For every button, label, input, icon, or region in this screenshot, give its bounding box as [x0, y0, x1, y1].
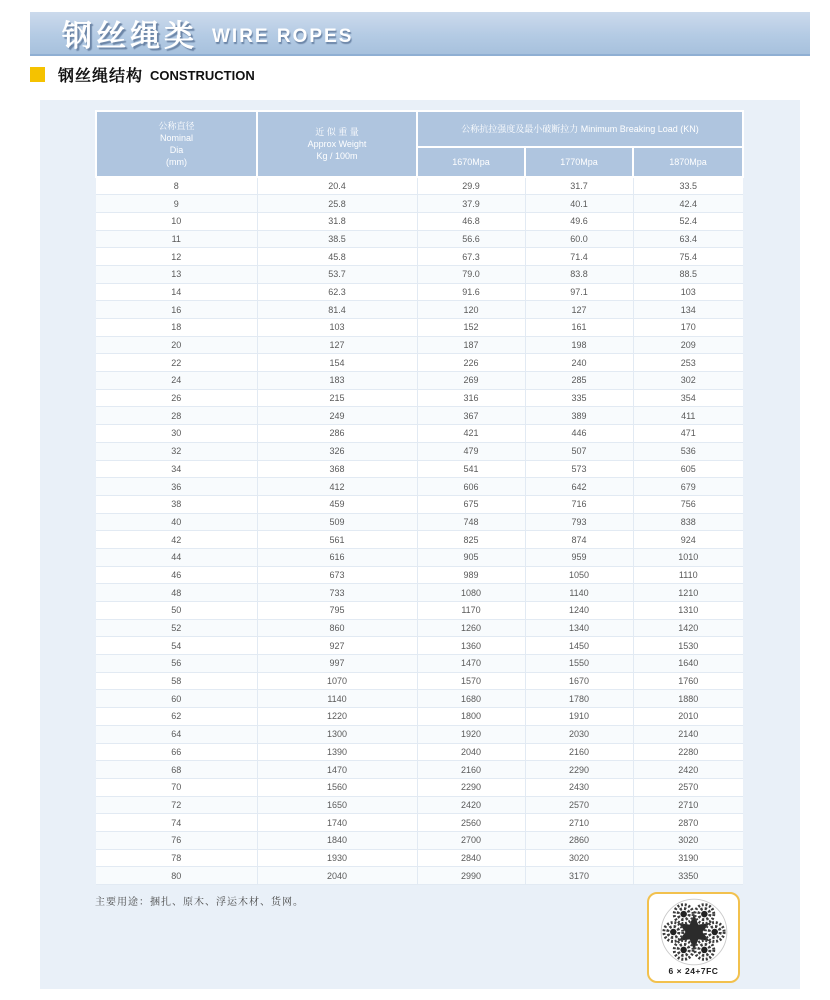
table-cell: 1920 — [417, 725, 525, 743]
table-row — [96, 354, 743, 372]
table-cell: 8 — [96, 177, 257, 195]
table-cell: 606 — [417, 478, 525, 496]
table-cell: 1450 — [525, 637, 633, 655]
table-cell: 2430 — [525, 778, 633, 796]
table-cell: 40 — [96, 513, 257, 531]
table-cell: 507 — [525, 442, 633, 460]
banner-title-cn: 钢丝绳类 — [62, 20, 198, 53]
table-cell: 1310 — [633, 602, 743, 620]
table-cell: 9 — [96, 195, 257, 213]
table-cell: 26 — [96, 389, 257, 407]
table-cell: 187 — [417, 336, 525, 354]
table-cell: 316 — [417, 389, 525, 407]
header-breaking-load-group: 公称抗拉强度及最小破断拉力 Minimum Breaking Load (KN) — [417, 111, 743, 147]
table-cell: 18 — [96, 319, 257, 337]
table-cell: 3170 — [525, 867, 633, 885]
table-cell: 97.1 — [525, 283, 633, 301]
rope-cross-section-icon — [656, 896, 732, 968]
table-cell: 68 — [96, 761, 257, 779]
table-cell: 152 — [417, 319, 525, 337]
header-approx-weight: 近 似 重 量 Approx Weight Kg / 100m — [257, 111, 417, 177]
table-row — [96, 177, 743, 195]
table-cell: 302 — [633, 372, 743, 390]
table-cell: 389 — [525, 407, 633, 425]
table-cell: 56 — [96, 655, 257, 673]
table-cell: 62.3 — [257, 283, 417, 301]
table-cell: 134 — [633, 301, 743, 319]
table-cell: 1340 — [525, 619, 633, 637]
table-cell: 2420 — [633, 761, 743, 779]
table-cell: 20 — [96, 336, 257, 354]
table-cell: 3020 — [525, 849, 633, 867]
table-cell: 75.4 — [633, 248, 743, 266]
table-cell: 66 — [96, 743, 257, 761]
table-row — [96, 796, 743, 814]
table-cell: 368 — [257, 460, 417, 478]
table-cell: 1050 — [525, 566, 633, 584]
spec-table — [95, 110, 744, 885]
table-cell: 42.4 — [633, 195, 743, 213]
table-cell: 1640 — [633, 655, 743, 673]
table-row — [96, 602, 743, 620]
table-row — [96, 195, 743, 213]
table-cell: 44 — [96, 548, 257, 566]
table-row — [96, 566, 743, 584]
table-cell: 2570 — [633, 778, 743, 796]
table-cell: 541 — [417, 460, 525, 478]
table-row — [96, 389, 743, 407]
table-cell: 924 — [633, 531, 743, 549]
table-cell: 46.8 — [417, 212, 525, 230]
table-cell: 3350 — [633, 867, 743, 885]
table-cell: 2560 — [417, 814, 525, 832]
table-row — [96, 831, 743, 849]
table-cell: 63.4 — [633, 230, 743, 248]
table-cell: 183 — [257, 372, 417, 390]
table-cell: 32 — [96, 442, 257, 460]
table-cell: 64 — [96, 725, 257, 743]
table-cell: 52 — [96, 619, 257, 637]
usage-footnote: 主要用途：捆扎、原木、浮运木材、货网。 — [95, 897, 304, 908]
table-cell: 2700 — [417, 831, 525, 849]
table-body — [96, 177, 743, 885]
header-grade-1670: 1670Mpa — [417, 147, 525, 177]
page-banner — [30, 12, 810, 56]
table-cell: 354 — [633, 389, 743, 407]
table-row — [96, 283, 743, 301]
table-cell: 58 — [96, 672, 257, 690]
table-cell: 11 — [96, 230, 257, 248]
table-cell: 31.8 — [257, 212, 417, 230]
table-cell: 2840 — [417, 849, 525, 867]
table-cell: 1570 — [417, 672, 525, 690]
table-row — [96, 531, 743, 549]
table-cell: 1780 — [525, 690, 633, 708]
table-row — [96, 548, 743, 566]
table-cell: 31.7 — [525, 177, 633, 195]
table-cell: 733 — [257, 584, 417, 602]
table-cell: 103 — [257, 319, 417, 337]
yellow-bullet-icon — [30, 67, 45, 82]
table-cell: 989 — [417, 566, 525, 584]
table-cell: 367 — [417, 407, 525, 425]
table-cell: 997 — [257, 655, 417, 673]
table-cell: 2990 — [417, 867, 525, 885]
table-cell: 14 — [96, 283, 257, 301]
table-cell: 269 — [417, 372, 525, 390]
table-cell: 2040 — [257, 867, 417, 885]
table-cell: 80 — [96, 867, 257, 885]
table-row — [96, 584, 743, 602]
table-cell: 1470 — [257, 761, 417, 779]
table-cell: 1070 — [257, 672, 417, 690]
table-row — [96, 513, 743, 531]
table-row — [96, 372, 743, 390]
table-cell: 13 — [96, 265, 257, 283]
table-cell: 509 — [257, 513, 417, 531]
table-cell: 1220 — [257, 708, 417, 726]
table-cell: 793 — [525, 513, 633, 531]
table-cell: 716 — [525, 495, 633, 513]
table-cell: 127 — [257, 336, 417, 354]
table-cell: 3020 — [633, 831, 743, 849]
table-cell: 42 — [96, 531, 257, 549]
table-cell: 1530 — [633, 637, 743, 655]
table-row — [96, 708, 743, 726]
table-row — [96, 619, 743, 637]
table-cell: 1670 — [525, 672, 633, 690]
table-cell: 10 — [96, 212, 257, 230]
table-cell: 209 — [633, 336, 743, 354]
table-cell: 2010 — [633, 708, 743, 726]
table-cell: 642 — [525, 478, 633, 496]
table-cell: 74 — [96, 814, 257, 832]
table-cell: 76 — [96, 831, 257, 849]
table-cell: 79.0 — [417, 265, 525, 283]
table-cell: 45.8 — [257, 248, 417, 266]
table-cell: 88.5 — [633, 265, 743, 283]
table-cell: 25.8 — [257, 195, 417, 213]
table-cell: 34 — [96, 460, 257, 478]
section-title-en: CONSTRUCTION — [150, 68, 255, 83]
table-cell: 1360 — [417, 637, 525, 655]
table-cell: 49.6 — [525, 212, 633, 230]
table-cell: 675 — [417, 495, 525, 513]
table-row — [96, 230, 743, 248]
table-row — [96, 212, 743, 230]
table-cell: 1760 — [633, 672, 743, 690]
table-cell: 2290 — [525, 761, 633, 779]
table-row — [96, 690, 743, 708]
table-cell: 2710 — [525, 814, 633, 832]
table-row — [96, 867, 743, 885]
table-cell: 22 — [96, 354, 257, 372]
table-row — [96, 248, 743, 266]
table-cell: 927 — [257, 637, 417, 655]
table-cell: 561 — [257, 531, 417, 549]
table-cell: 253 — [633, 354, 743, 372]
table-row — [96, 425, 743, 443]
table-cell: 2160 — [417, 761, 525, 779]
table-cell: 326 — [257, 442, 417, 460]
table-cell: 24 — [96, 372, 257, 390]
table-cell: 91.6 — [417, 283, 525, 301]
table-cell: 2570 — [525, 796, 633, 814]
table-cell: 154 — [257, 354, 417, 372]
table-cell: 2870 — [633, 814, 743, 832]
table-cell: 40.1 — [525, 195, 633, 213]
table-cell: 1170 — [417, 602, 525, 620]
table-cell: 71.4 — [525, 248, 633, 266]
table-cell: 170 — [633, 319, 743, 337]
table-cell: 20.4 — [257, 177, 417, 195]
table-cell: 16 — [96, 301, 257, 319]
table-cell: 285 — [525, 372, 633, 390]
table-cell: 50 — [96, 602, 257, 620]
banner-title-en: WIRE ROPES — [212, 26, 354, 47]
table-cell: 37.9 — [417, 195, 525, 213]
table-cell: 1650 — [257, 796, 417, 814]
table-cell: 795 — [257, 602, 417, 620]
table-cell: 479 — [417, 442, 525, 460]
table-cell: 471 — [633, 425, 743, 443]
table-cell: 1240 — [525, 602, 633, 620]
table-cell: 838 — [633, 513, 743, 531]
header-grade-1770: 1770Mpa — [525, 147, 633, 177]
table-cell: 1010 — [633, 548, 743, 566]
table-cell: 1910 — [525, 708, 633, 726]
content-panel — [40, 100, 800, 989]
table-cell: 1140 — [525, 584, 633, 602]
table-cell: 67.3 — [417, 248, 525, 266]
table-cell: 36 — [96, 478, 257, 496]
table-cell: 28 — [96, 407, 257, 425]
table-cell: 62 — [96, 708, 257, 726]
table-cell: 605 — [633, 460, 743, 478]
table-row — [96, 637, 743, 655]
table-cell: 103 — [633, 283, 743, 301]
table-row — [96, 814, 743, 832]
table-cell: 2860 — [525, 831, 633, 849]
table-cell: 2290 — [417, 778, 525, 796]
table-cell: 1420 — [633, 619, 743, 637]
table-cell: 127 — [525, 301, 633, 319]
table-cell: 2160 — [525, 743, 633, 761]
table-cell: 1740 — [257, 814, 417, 832]
table-row — [96, 442, 743, 460]
section-heading — [30, 63, 255, 86]
table-row — [96, 301, 743, 319]
table-row — [96, 336, 743, 354]
table-cell: 2710 — [633, 796, 743, 814]
table-cell: 1680 — [417, 690, 525, 708]
table-cell: 2040 — [417, 743, 525, 761]
table-cell: 825 — [417, 531, 525, 549]
table-cell: 1550 — [525, 655, 633, 673]
table-cell: 1800 — [417, 708, 525, 726]
table-cell: 1080 — [417, 584, 525, 602]
table-cell: 2420 — [417, 796, 525, 814]
table-cell: 1140 — [257, 690, 417, 708]
table-cell: 411 — [633, 407, 743, 425]
table-cell: 1110 — [633, 566, 743, 584]
table-cell: 446 — [525, 425, 633, 443]
table-cell: 78 — [96, 849, 257, 867]
table-cell: 1300 — [257, 725, 417, 743]
table-cell: 959 — [525, 548, 633, 566]
header-grade-1870: 1870Mpa — [633, 147, 743, 177]
table-row — [96, 743, 743, 761]
table-row — [96, 849, 743, 867]
table-row — [96, 725, 743, 743]
table-cell: 536 — [633, 442, 743, 460]
table-cell: 748 — [417, 513, 525, 531]
table-cell: 3190 — [633, 849, 743, 867]
table-cell: 226 — [417, 354, 525, 372]
table-cell: 215 — [257, 389, 417, 407]
table-cell: 673 — [257, 566, 417, 584]
table-cell: 240 — [525, 354, 633, 372]
table-cell: 33.5 — [633, 177, 743, 195]
table-cell: 53.7 — [257, 265, 417, 283]
table-cell: 421 — [417, 425, 525, 443]
table-cell: 12 — [96, 248, 257, 266]
table-row — [96, 407, 743, 425]
table-cell: 905 — [417, 548, 525, 566]
table-cell: 335 — [525, 389, 633, 407]
header-nominal-dia: 公称直径 Nominal Dia (mm) — [96, 111, 257, 177]
table-cell: 1210 — [633, 584, 743, 602]
rope-construction-label: 6 × 24+7FC — [668, 966, 719, 976]
table-cell: 1560 — [257, 778, 417, 796]
table-cell: 30 — [96, 425, 257, 443]
table-cell: 756 — [633, 495, 743, 513]
table-row — [96, 265, 743, 283]
table-cell: 81.4 — [257, 301, 417, 319]
table-cell: 54 — [96, 637, 257, 655]
table-cell: 29.9 — [417, 177, 525, 195]
table-cell: 2030 — [525, 725, 633, 743]
table-cell: 1470 — [417, 655, 525, 673]
table-cell: 120 — [417, 301, 525, 319]
table-cell: 286 — [257, 425, 417, 443]
table-row — [96, 672, 743, 690]
table-cell: 874 — [525, 531, 633, 549]
table-cell: 52.4 — [633, 212, 743, 230]
table-cell: 412 — [257, 478, 417, 496]
table-cell: 1880 — [633, 690, 743, 708]
table-row — [96, 778, 743, 796]
table-cell: 573 — [525, 460, 633, 478]
table-cell: 1840 — [257, 831, 417, 849]
table-row — [96, 460, 743, 478]
table-cell: 72 — [96, 796, 257, 814]
table-cell: 161 — [525, 319, 633, 337]
table-cell: 1260 — [417, 619, 525, 637]
table-row — [96, 761, 743, 779]
table-cell: 679 — [633, 478, 743, 496]
table-cell: 249 — [257, 407, 417, 425]
table-cell: 198 — [525, 336, 633, 354]
table-cell: 38 — [96, 495, 257, 513]
table-cell: 48 — [96, 584, 257, 602]
section-title-cn: 钢丝绳结构 — [58, 68, 144, 85]
table-cell: 616 — [257, 548, 417, 566]
table-cell: 459 — [257, 495, 417, 513]
table-cell: 70 — [96, 778, 257, 796]
table-cell: 83.8 — [525, 265, 633, 283]
table-row — [96, 478, 743, 496]
table-cell: 1390 — [257, 743, 417, 761]
rope-cross-section-box — [647, 892, 740, 983]
table-row — [96, 319, 743, 337]
table-cell: 60.0 — [525, 230, 633, 248]
table-cell: 46 — [96, 566, 257, 584]
table-cell: 38.5 — [257, 230, 417, 248]
table-cell: 60 — [96, 690, 257, 708]
table-row — [96, 495, 743, 513]
table-cell: 860 — [257, 619, 417, 637]
table-row — [96, 655, 743, 673]
table-cell: 1930 — [257, 849, 417, 867]
table-header — [96, 111, 743, 177]
table-cell: 2280 — [633, 743, 743, 761]
table-cell: 2140 — [633, 725, 743, 743]
table-cell: 56.6 — [417, 230, 525, 248]
